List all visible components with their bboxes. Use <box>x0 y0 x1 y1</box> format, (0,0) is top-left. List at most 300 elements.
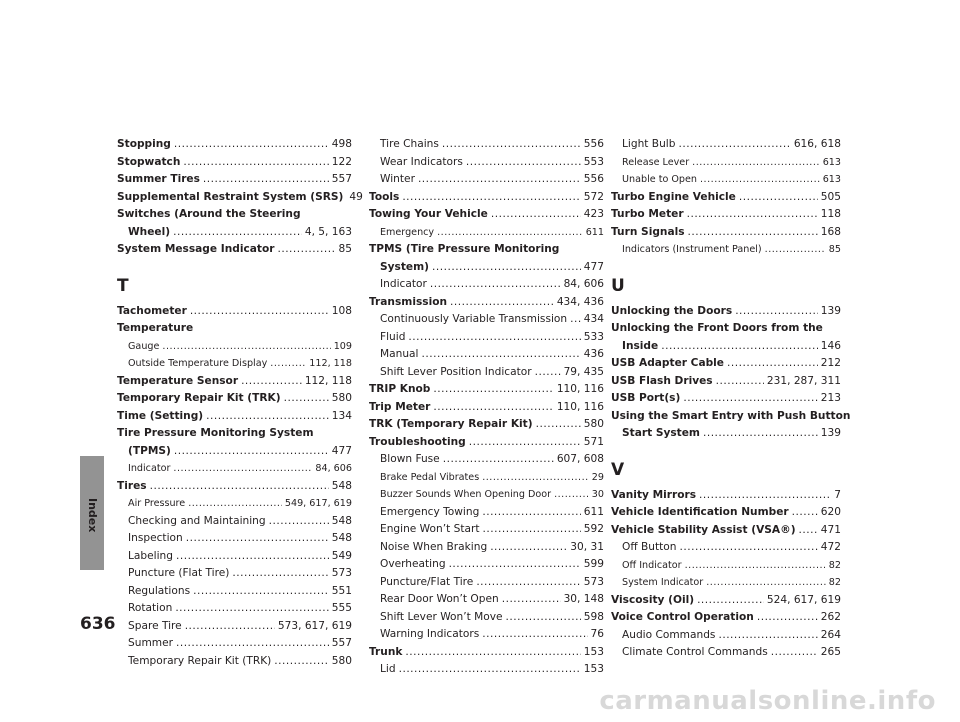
dot-leader <box>174 443 329 461</box>
dot-leader <box>176 548 329 566</box>
index-entry-label: Spare Tire <box>128 619 182 632</box>
index-entry-pages: 82 <box>828 577 841 588</box>
dot-leader <box>700 171 820 189</box>
index-entry <box>369 469 604 487</box>
index-entry-pages: 505 <box>820 190 841 203</box>
index-entry <box>611 574 841 592</box>
index-entry <box>117 548 352 566</box>
index-entry <box>117 206 352 224</box>
dot-leader <box>535 364 561 382</box>
index-entry-label: Stopping <box>117 138 171 150</box>
index-entry <box>611 224 841 242</box>
index-entry <box>117 618 352 636</box>
index-entry-pages: 153 <box>583 663 604 675</box>
index-entry <box>611 522 841 540</box>
dot-leader <box>450 294 554 312</box>
index-entry <box>369 329 604 347</box>
dot-leader <box>799 522 818 540</box>
dot-leader <box>482 626 587 644</box>
index-entry-pages: 580 <box>331 392 352 404</box>
index-column-3 <box>611 136 851 662</box>
dot-leader <box>476 574 580 592</box>
index-entry-label: Voice Control Operation <box>611 611 754 623</box>
index-entry-label: Labeling <box>128 549 173 562</box>
dot-leader <box>706 574 826 592</box>
dot-leader <box>491 206 581 224</box>
index-entry <box>369 644 604 662</box>
index-entry-label: Viscosity (Oil) <box>611 593 695 606</box>
index-entry-label: Tire Pressure Monitoring System <box>117 427 314 439</box>
index-entry <box>117 635 352 653</box>
index-entry-pages: 30, 31 <box>570 540 604 553</box>
index-entry <box>117 653 352 671</box>
index-entry-label: Emergency <box>380 226 435 238</box>
dot-leader <box>466 154 581 172</box>
index-entry-label: Vehicle Stability Assist (VSA®) <box>611 523 796 536</box>
index-entry <box>117 303 352 321</box>
index-entry-label: Tachometer <box>117 304 187 317</box>
index-entry-pages: 30, 148 <box>563 593 604 605</box>
dot-leader <box>193 583 329 601</box>
index-entry-label: Puncture/Flat Tire <box>380 575 474 588</box>
dot-leader <box>402 189 580 207</box>
index-entry-label: Time (Setting) <box>117 409 204 422</box>
dot-leader <box>685 557 826 575</box>
index-entry-label: Noise When Braking <box>380 540 488 553</box>
index-entry-pages: 139 <box>820 427 841 439</box>
dot-leader <box>703 425 818 443</box>
index-entry <box>117 373 352 391</box>
index-entry-pages: 231, 287, 311 <box>766 374 841 387</box>
index-side-tab-label: Index <box>86 498 99 533</box>
index-entry <box>117 408 352 426</box>
dot-leader <box>449 556 581 574</box>
index-entry <box>117 224 352 242</box>
index-entry-label: System) <box>380 260 429 273</box>
index-entry <box>369 399 604 417</box>
dot-leader <box>680 539 818 557</box>
dot-leader <box>442 136 581 154</box>
dot-leader <box>277 241 335 259</box>
index-entry-label: Turn Signals <box>611 225 685 238</box>
dot-leader <box>274 653 328 671</box>
dot-leader <box>765 241 826 259</box>
index-entry-label: System Message Indicator <box>117 243 275 255</box>
index-entry <box>369 189 604 207</box>
dot-leader <box>176 635 329 653</box>
index-entry-label: Brake Pedal Vibrates <box>380 471 480 483</box>
index-entry <box>369 171 604 189</box>
index-entry-label: Checking and Maintaining <box>128 514 266 527</box>
index-entry-label: TPMS (Tire Pressure Monitoring <box>369 243 560 255</box>
index-entry-label: Winter <box>380 173 415 185</box>
index-entry-pages: 557 <box>331 173 352 185</box>
index-entry-label: Fluid <box>380 330 406 343</box>
dot-leader <box>688 224 818 242</box>
index-entry <box>369 609 604 627</box>
index-entry <box>117 241 352 259</box>
dot-leader <box>188 495 282 513</box>
index-entry-label: Climate Control Commands <box>622 646 768 658</box>
dot-leader <box>422 346 581 364</box>
index-entry-pages: 108 <box>331 304 352 317</box>
index-column-1 <box>117 136 363 670</box>
index-entry <box>369 206 604 224</box>
index-entry <box>611 408 851 426</box>
index-entry-pages: 533 <box>583 330 604 343</box>
index-entry-pages: 598 <box>583 610 604 623</box>
index-entry-pages: 7 <box>834 488 841 501</box>
index-entry-label: Vanity Mirrors <box>611 488 697 501</box>
dot-leader <box>203 171 329 189</box>
index-entry-pages: 76 <box>590 628 604 640</box>
index-entry-label: Supplemental Restraint System (SRS) <box>117 190 344 203</box>
dot-leader <box>469 434 581 452</box>
index-entry <box>369 574 604 592</box>
index-entry-label: Inside <box>622 339 659 352</box>
index-entry-label: Using the Smart Entry with Push Button <box>611 409 851 422</box>
index-entry-label: Regulations <box>128 584 191 597</box>
dot-leader <box>433 381 553 399</box>
dot-leader <box>678 136 790 154</box>
index-entry-pages: 84, 606 <box>315 463 352 474</box>
index-entry-label: Light Bulb <box>622 138 676 150</box>
index-entry <box>369 416 604 434</box>
index-entry-label: Tires <box>117 479 147 492</box>
index-entry-pages: 573 <box>583 575 604 588</box>
index-entry-pages: 611 <box>585 226 604 238</box>
index-entry-pages: 112, 118 <box>309 358 352 369</box>
index-entry-pages: 553 <box>583 155 604 168</box>
index-entry-pages: 79, 435 <box>563 365 604 378</box>
index-entry-pages: 557 <box>331 637 352 649</box>
dot-leader <box>482 504 580 522</box>
dot-leader <box>186 530 329 548</box>
index-entry <box>117 565 352 583</box>
index-entry-pages: 153 <box>583 645 604 658</box>
index-entry-label: Trip Meter <box>369 400 431 413</box>
index-entry-pages: 549 <box>331 549 352 562</box>
dot-leader <box>483 521 581 539</box>
page-number: 636 <box>80 614 116 634</box>
index-entry-label: Unlocking the Front Doors from the <box>611 322 823 334</box>
index-entry <box>611 373 841 391</box>
dot-leader <box>718 627 817 645</box>
index-entry-label: Switches (Around the Steering <box>117 208 301 220</box>
dot-leader <box>727 355 818 373</box>
index-entry-label: Outside Temperature Display <box>128 358 268 369</box>
index-entry-label: Puncture (Flat Tire) <box>128 567 230 579</box>
index-entry <box>117 600 352 618</box>
index-entry <box>611 557 841 575</box>
dot-leader <box>150 478 329 496</box>
index-entry-pages: 139 <box>820 304 841 317</box>
dot-leader <box>173 224 302 242</box>
index-entry-pages: 572 <box>583 190 604 203</box>
index-entry <box>369 539 604 557</box>
dot-leader <box>162 338 330 356</box>
index-entry-label: Unable to Open <box>622 174 697 185</box>
dot-leader <box>536 416 581 434</box>
index-entry-label: Indicator <box>128 463 171 474</box>
dot-leader <box>190 303 329 321</box>
dot-leader <box>241 373 302 391</box>
index-entry <box>369 259 604 277</box>
dot-leader <box>174 136 329 154</box>
index-entry-pages: 549, 617, 619 <box>284 498 352 509</box>
index-entry-pages: 112, 118 <box>304 374 352 387</box>
index-side-tab <box>80 456 104 570</box>
index-entry <box>369 556 604 574</box>
dot-leader <box>687 206 818 224</box>
index-entry-label: Vehicle Identification Number <box>611 506 789 518</box>
index-entry <box>369 381 604 399</box>
watermark: carmanualsonline.info <box>599 686 936 716</box>
index-entry <box>369 486 604 504</box>
dot-leader <box>757 609 818 627</box>
index-entry-label: Trunk <box>369 645 403 658</box>
index-entry-label: Temporary Repair Kit (TRK) <box>117 392 281 404</box>
index-entry-label: Temperature <box>117 322 194 334</box>
index-entry-pages: 498 <box>331 138 352 150</box>
dot-leader <box>183 154 328 172</box>
index-entry-label: TRK (Temporary Repair Kit) <box>369 418 533 430</box>
index-entry-pages: 571 <box>583 435 604 448</box>
index-entry-label: Engine Won’t Start <box>380 523 480 535</box>
dot-leader <box>185 618 275 636</box>
dot-leader <box>692 154 820 172</box>
index-entry <box>611 425 841 443</box>
dot-leader <box>506 609 581 627</box>
index-entry <box>369 294 604 312</box>
dot-leader <box>206 408 329 426</box>
dot-leader <box>570 311 581 329</box>
index-entry-pages: 477 <box>331 444 352 457</box>
index-entry <box>369 451 604 469</box>
index-entry-pages: 556 <box>583 173 604 185</box>
index-entry-pages: 110, 116 <box>556 400 604 413</box>
dot-leader <box>284 390 329 408</box>
index-entry-pages: 477 <box>583 260 604 273</box>
index-entry <box>611 504 841 522</box>
index-entry <box>117 189 363 207</box>
section-letter-heading: U <box>611 275 625 296</box>
index-entry <box>611 355 841 373</box>
index-entry-label: Tools <box>369 190 400 203</box>
index-entry <box>117 390 352 408</box>
index-entry-pages: 555 <box>331 602 352 614</box>
index-entry-label: Off Button <box>622 541 677 553</box>
index-entry-pages: 573, 617, 619 <box>277 619 352 632</box>
index-entry-pages: 607, 608 <box>556 453 604 465</box>
index-entry-label: Audio Commands <box>622 628 716 641</box>
index-entry <box>611 592 841 610</box>
index-entry-label: Stopwatch <box>117 155 181 168</box>
index-entry <box>611 627 841 645</box>
index-entry <box>117 171 352 189</box>
dot-leader <box>771 644 818 662</box>
index-entry-label: Continuously Variable Transmission <box>380 313 568 325</box>
index-entry-label: Shift Lever Won’t Move <box>380 610 503 623</box>
index-entry-pages: 30 <box>591 489 604 500</box>
index-entry-pages: 110, 116 <box>556 383 604 395</box>
dot-leader <box>661 338 818 356</box>
index-entry-pages: 85 <box>338 243 352 255</box>
index-entry <box>611 390 841 408</box>
index-entry-pages: 262 <box>820 611 841 623</box>
index-entry-label: Towing Your Vehicle <box>369 208 488 220</box>
index-entry-pages: 471 <box>820 523 841 536</box>
dot-leader <box>430 276 561 294</box>
index-entry-pages: 4, 5, 163 <box>304 225 352 238</box>
index-entry-label: Troubleshooting <box>369 435 466 448</box>
index-entry-pages: 524, 617, 619 <box>766 593 841 606</box>
index-entry <box>369 591 604 609</box>
index-entry-label: Emergency Towing <box>380 505 480 518</box>
index-entry-label: TRIP Knob <box>369 383 431 395</box>
index-entry <box>117 425 352 443</box>
index-entry-label: Manual <box>380 348 419 360</box>
index-entry-pages: 548 <box>331 514 352 527</box>
index-entry-label: Temperature Sensor <box>117 374 239 387</box>
index-entry <box>611 189 841 207</box>
dot-leader <box>405 644 580 662</box>
index-entry <box>611 206 841 224</box>
index-entry-pages: 29 <box>591 471 604 483</box>
index-entry <box>117 530 352 548</box>
dot-leader <box>699 487 831 505</box>
index-entry-label: Buzzer Sounds When Opening Door <box>380 489 552 500</box>
index-entry <box>611 171 841 189</box>
index-entry <box>369 136 604 154</box>
index-entry-label: Indicator <box>380 278 427 290</box>
index-entry <box>117 583 352 601</box>
index-entry <box>117 513 352 531</box>
dot-leader <box>502 591 561 609</box>
index-entry-label: Release Lever <box>622 156 690 168</box>
index-entry-label: Indicators (Instrument Panel) <box>622 244 762 255</box>
index-entry-pages: 548 <box>331 479 352 492</box>
dot-leader <box>683 390 817 408</box>
index-entry-pages: 580 <box>583 418 604 430</box>
index-entry-pages: 265 <box>820 646 841 658</box>
index-entry <box>611 154 841 172</box>
index-entry-pages: 472 <box>820 541 841 553</box>
index-entry <box>611 338 841 356</box>
index-entry <box>611 487 841 505</box>
index-entry-pages: 613 <box>822 174 841 185</box>
index-entry <box>369 276 604 294</box>
index-entry-label: Lid <box>380 663 396 675</box>
index-entry <box>369 521 604 539</box>
index-entry <box>117 136 352 154</box>
index-entry <box>117 154 352 172</box>
index-entry <box>369 504 604 522</box>
index-column-2 <box>369 136 604 679</box>
dot-leader <box>269 513 329 531</box>
dot-leader <box>716 373 764 391</box>
index-entry-label: Turbo Meter <box>611 208 684 220</box>
index-entry-label: Rear Door Won’t Open <box>380 593 499 605</box>
index-entry-pages: 616, 618 <box>793 138 841 150</box>
index-entry-pages: 122 <box>331 155 352 168</box>
index-entry-label: Shift Lever Position Indicator <box>380 365 532 378</box>
index-entry-pages: 212 <box>820 357 841 369</box>
index-entry-pages: 580 <box>331 654 352 667</box>
index-entry <box>611 539 841 557</box>
index-entry-label: Tire Chains <box>380 138 439 150</box>
index-entry-label: Blown Fuse <box>380 453 440 465</box>
index-entry-pages: 611 <box>583 505 604 518</box>
dot-leader <box>443 451 554 469</box>
dot-leader <box>739 189 818 207</box>
index-entry <box>369 241 604 259</box>
index-entry-label: Wear Indicators <box>380 155 463 168</box>
index-entry-label: Turbo Engine Vehicle <box>611 190 736 203</box>
dot-leader <box>792 504 818 522</box>
index-entry-pages: 49 <box>349 190 363 203</box>
index-entry-pages: 118 <box>820 208 841 220</box>
index-entry-label: Rotation <box>128 602 173 614</box>
index-entry-label: USB Flash Drives <box>611 374 713 387</box>
index-entry-label: (TPMS) <box>128 444 171 457</box>
dot-leader <box>437 224 583 242</box>
section-letter-heading: V <box>611 459 625 480</box>
index-entry-label: Air Pressure <box>128 498 186 509</box>
index-entry-pages: 434, 436 <box>556 295 604 308</box>
index-entry-label: Gauge <box>128 340 160 352</box>
dot-leader <box>175 600 328 618</box>
index-entry-label: Temporary Repair Kit (TRK) <box>128 654 272 667</box>
index-entry-pages: 146 <box>820 339 841 352</box>
index-entry-pages: 109 <box>333 340 352 352</box>
dot-leader <box>270 355 306 373</box>
index-entry-pages: 436 <box>583 348 604 360</box>
dot-leader <box>433 399 553 417</box>
index-entry-label: USB Adapter Cable <box>611 357 724 369</box>
dot-leader <box>399 661 581 679</box>
index-entry-pages: 84, 606 <box>563 278 604 290</box>
index-entry-label: Off Indicator <box>622 559 682 571</box>
index-entry-pages: 548 <box>331 532 352 544</box>
index-entry-pages: 620 <box>820 506 841 518</box>
index-entry <box>369 364 604 382</box>
index-entry-pages: 551 <box>331 584 352 597</box>
index-entry <box>369 224 604 242</box>
index-entry-label: System Indicator <box>622 577 704 588</box>
index-entry-label: Wheel) <box>128 225 171 238</box>
index-entry-pages: 592 <box>583 523 604 535</box>
dot-leader <box>232 565 328 583</box>
index-entry <box>117 338 352 356</box>
index-entry-label: Inspection <box>128 532 183 544</box>
index-entry-pages: 134 <box>331 409 352 422</box>
index-entry <box>369 154 604 172</box>
dot-leader <box>482 469 589 487</box>
section-letter-heading: T <box>117 275 129 296</box>
index-entry-label: Warning Indicators <box>380 628 480 640</box>
dot-leader <box>735 303 818 321</box>
dot-leader <box>554 486 589 504</box>
index-entry <box>117 320 352 338</box>
index-entry-pages: 423 <box>583 208 604 220</box>
index-entry-pages: 82 <box>828 559 841 571</box>
index-entry <box>611 136 841 154</box>
dot-leader <box>490 539 567 557</box>
index-entry <box>117 460 352 478</box>
index-entry-pages: 613 <box>822 156 841 168</box>
index-entry <box>369 661 604 679</box>
